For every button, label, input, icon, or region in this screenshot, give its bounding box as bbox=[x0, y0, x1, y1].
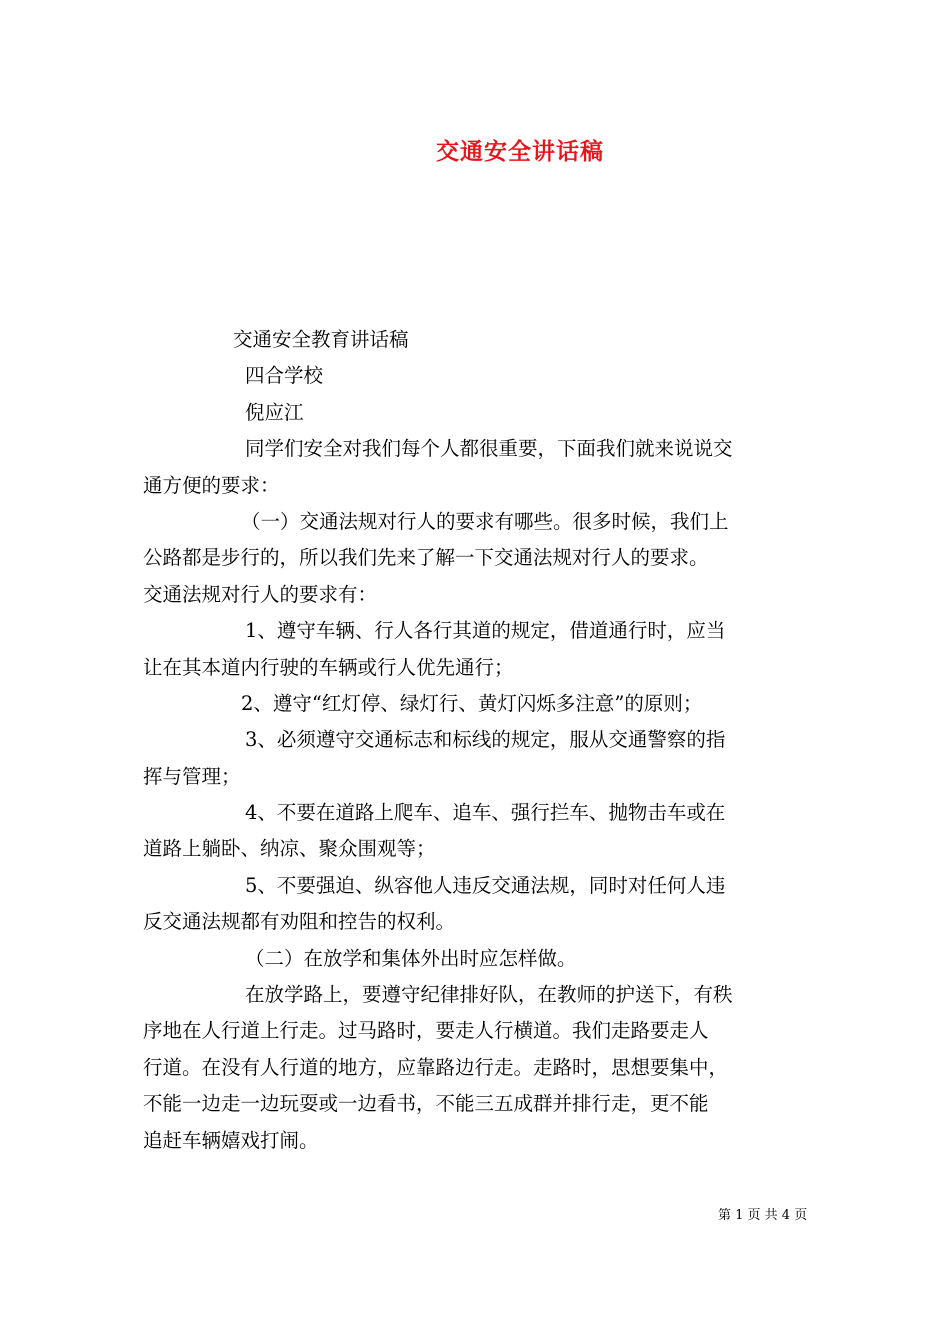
author-line: 倪应江 bbox=[245, 400, 304, 424]
paragraph-line: 不能一边走一边玩耍或一边看书，不能三五成群并排行走，更不能 bbox=[143, 1092, 709, 1116]
paragraph-line: 道路上躺卧、纳凉、聚众围观等； bbox=[143, 837, 436, 861]
paragraph-line: 5、不要强迫、纵容他人违反交通法规，同时对任何人违 bbox=[245, 873, 726, 897]
paragraph-line: 挥与管理； bbox=[143, 764, 241, 788]
subtitle-line: 交通安全教育讲话稿 bbox=[233, 328, 409, 351]
paragraph-line: 让在其本道内行驶的车辆或行人优先通行； bbox=[143, 655, 514, 679]
paragraph-line: 2、遵守“红灯停、绿灯行、黄灯闪烁多注意”的原则； bbox=[241, 691, 703, 715]
paragraph-line: 3、必须遵守交通标志和标线的规定，服从交通警察的指 bbox=[245, 728, 726, 752]
paragraph-line: 在放学路上，要遵守纪律排好队，在教师的护送下，有秩 bbox=[245, 983, 733, 1007]
school-line: 四合学校 bbox=[245, 364, 324, 388]
paragraph-line: 追赶车辆嬉戏打闹。 bbox=[143, 1128, 319, 1152]
document-body bbox=[143, 322, 823, 1159]
paragraph-line: 行道。在没有人行道的地方，应靠路边行走。走路时，思想要集中， bbox=[143, 1055, 729, 1079]
paragraph-line: 通方便的要求： bbox=[143, 473, 280, 497]
document-title: 交通安全讲话稿 bbox=[436, 139, 604, 165]
page-number-footer: 第 1 页 共 4 页 bbox=[718, 1208, 808, 1223]
paragraph-line: 序地在人行道上行走。过马路时，要走人行横道。我们走路要走人 bbox=[143, 1019, 709, 1043]
paragraph-line: 反交通法规都有劝阻和控告的权利。 bbox=[143, 910, 456, 934]
paragraph-line: 公路都是步行的，所以我们先来了解一下交通法规对行人的要求。 bbox=[143, 546, 709, 570]
paragraph-line: 4、不要在道路上爬车、追车、强行拦车、抛物击车或在 bbox=[245, 801, 726, 825]
paragraph-line: 1、遵守车辆、行人各行其道的规定，借道通行时，应当 bbox=[245, 619, 726, 643]
paragraph-line: （一）交通法规对行人的要求有哪些。很多时候，我们上 bbox=[241, 509, 729, 533]
paragraph-line: （二）在放学和集体外出时应怎样做。 bbox=[245, 946, 577, 970]
paragraph-line: 同学们安全对我们每个人都很重要，下面我们就来说说交 bbox=[245, 437, 733, 461]
paragraph-line: 交通法规对行人的要求有： bbox=[143, 582, 378, 606]
